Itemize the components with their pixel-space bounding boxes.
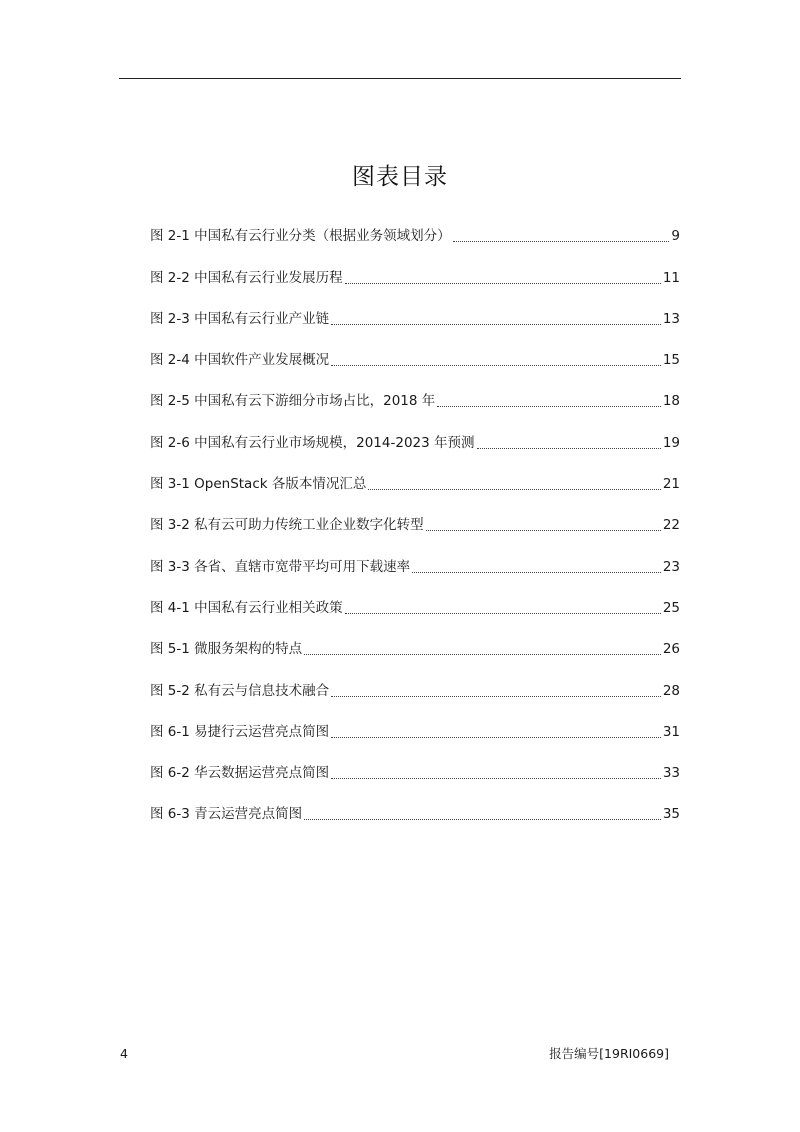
toc-entry-page: 9 bbox=[671, 228, 680, 245]
toc-entry-page: 31 bbox=[662, 723, 680, 740]
toc-entry-label: 图 2-5 中国私有云下游细分市场占比，2018 年 bbox=[150, 393, 436, 410]
toc-entry-page: 35 bbox=[662, 806, 680, 823]
toc-dot-leader bbox=[331, 737, 661, 738]
toc-entry-label: 图 3-2 私有云可助力传统工业企业数字化转型 bbox=[150, 517, 424, 534]
toc-entry-page: 33 bbox=[662, 765, 680, 782]
toc-dot-leader bbox=[437, 406, 661, 407]
toc-entry[interactable] bbox=[150, 496, 680, 537]
toc-entry[interactable] bbox=[150, 372, 680, 413]
toc-entry[interactable] bbox=[150, 620, 680, 661]
toc-entry-label: 图 2-6 中国私有云行业市场规模，2014-2023 年预测 bbox=[150, 434, 475, 451]
toc-dot-leader bbox=[331, 696, 661, 697]
toc-entry[interactable] bbox=[150, 248, 680, 289]
page-number: 4 bbox=[120, 1046, 128, 1061]
toc-entry-page: 22 bbox=[662, 517, 680, 534]
toc-entry[interactable] bbox=[150, 413, 680, 454]
toc-entry-label: 图 4-1 中国私有云行业相关政策 bbox=[150, 599, 343, 616]
toc-entry[interactable] bbox=[150, 455, 680, 496]
toc-dot-leader bbox=[477, 448, 661, 449]
toc-entry-label: 图 6-1 易捷行云运营亮点简图 bbox=[150, 723, 330, 740]
toc-entry[interactable] bbox=[150, 703, 680, 744]
toc-entry-page: 15 bbox=[662, 352, 680, 369]
toc-dot-leader bbox=[331, 324, 661, 325]
toc-entry[interactable] bbox=[150, 290, 680, 331]
toc-entry[interactable] bbox=[150, 661, 680, 702]
toc-dot-leader bbox=[304, 654, 661, 655]
toc-entry-page: 11 bbox=[662, 269, 680, 286]
toc-entry[interactable] bbox=[150, 331, 680, 372]
toc-entry-label: 图 6-2 华云数据运营亮点简图 bbox=[150, 765, 330, 782]
page-title: 图表目录 bbox=[352, 164, 448, 190]
toc-entry[interactable] bbox=[150, 207, 680, 248]
toc-entry-label: 图 2-4 中国软件产业发展概况 bbox=[150, 352, 330, 369]
toc-entry-label: 图 6-3 青云运营亮点简图 bbox=[150, 806, 303, 823]
toc-dot-leader bbox=[345, 283, 661, 284]
toc-entry-page: 25 bbox=[662, 599, 680, 616]
figure-toc-list bbox=[150, 207, 680, 826]
toc-entry-page: 21 bbox=[662, 476, 680, 493]
toc-entry[interactable] bbox=[150, 537, 680, 578]
toc-dot-leader bbox=[368, 489, 660, 490]
toc-entry-page: 26 bbox=[662, 641, 680, 658]
toc-dot-leader bbox=[304, 819, 661, 820]
toc-entry[interactable] bbox=[150, 785, 680, 826]
toc-dot-leader bbox=[453, 241, 670, 242]
toc-entry-label: 图 3-3 各省、直辖市宽带平均可用下载速率 bbox=[150, 558, 411, 575]
toc-entry-page: 28 bbox=[662, 682, 680, 699]
toc-dot-leader bbox=[426, 530, 661, 531]
toc-entry-page: 13 bbox=[662, 310, 680, 327]
toc-entry-page: 23 bbox=[662, 558, 680, 575]
toc-entry[interactable] bbox=[150, 579, 680, 620]
toc-entry-label: 图 2-3 中国私有云行业产业链 bbox=[150, 310, 330, 327]
toc-entry-label: 图 3-1 OpenStack 各版本情况汇总 bbox=[150, 476, 367, 493]
toc-dot-leader bbox=[331, 778, 661, 779]
header-rule bbox=[119, 78, 681, 79]
toc-dot-leader bbox=[412, 572, 661, 573]
toc-dot-leader bbox=[331, 365, 661, 366]
toc-entry-label: 图 2-2 中国私有云行业发展历程 bbox=[150, 269, 343, 286]
toc-entry-page: 19 bbox=[662, 434, 680, 451]
toc-entry-label: 图 2-1 中国私有云行业分类（根据业务领域划分） bbox=[150, 228, 451, 245]
toc-entry-label: 图 5-1 微服务架构的特点 bbox=[150, 641, 303, 658]
toc-entry-label: 图 5-2 私有云与信息技术融合 bbox=[150, 682, 330, 699]
toc-dot-leader bbox=[345, 613, 661, 614]
toc-entry[interactable] bbox=[150, 744, 680, 785]
report-id: 报告编号[19RI0669] bbox=[549, 1046, 669, 1061]
toc-entry-page: 18 bbox=[662, 393, 680, 410]
